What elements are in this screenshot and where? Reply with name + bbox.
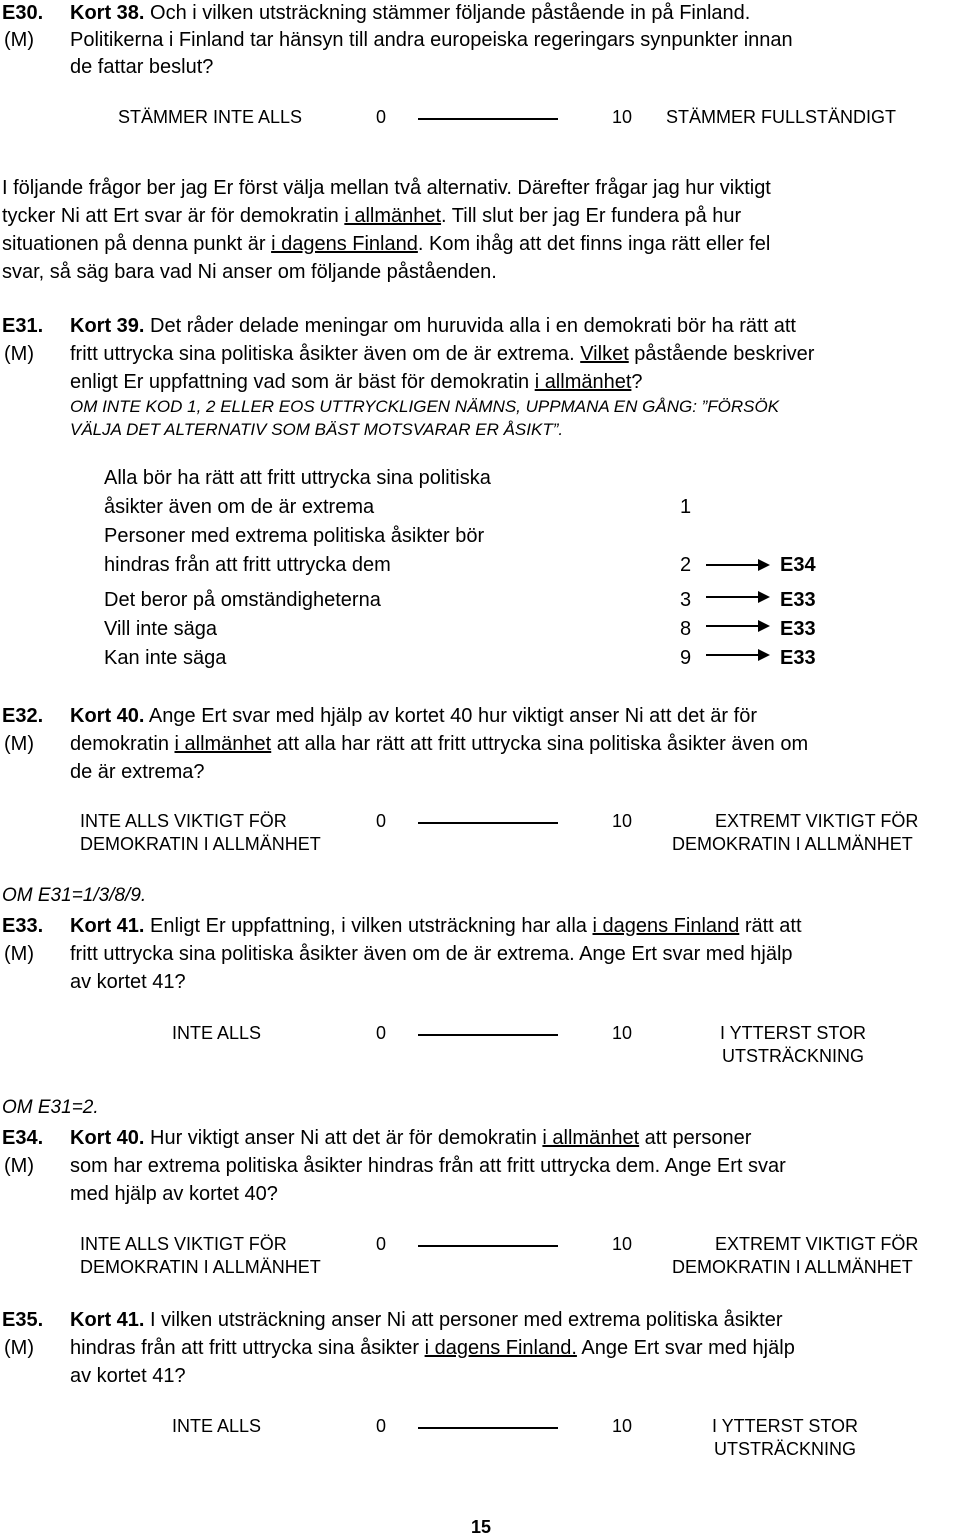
e30-line3: de fattar beslut? [70,56,214,78]
e35-scale-min: 0 [376,1416,387,1436]
e31-number: E31. [2,315,44,337]
intro-line2 [2,206,741,226]
e35-number: E35. [2,1309,44,1331]
e31-line2-underline: Vilket [580,343,629,365]
e31-option-3-code: 3 [680,589,692,611]
e32-m-label: (M) [4,733,34,755]
e35-line2-a: hindras från att fritt uttrycka sina åsikter [70,1337,425,1359]
e30-line1-rest: Och i vilken utsträckning stämmer följande påstående in på Finland. [144,2,751,24]
e31-line2 [70,344,814,364]
e34-scale-max: 10 [612,1234,633,1254]
e30-scale-max: 10 [612,107,633,127]
intro-line3-a: situationen på denna punkt är [2,233,272,255]
e32-scale-right-1: EXTREMT VIKTIGT FÖR [715,811,919,831]
intro-line3-underline: i dagens Finland [271,233,418,255]
e33-number: E33. [2,915,44,937]
e35-line2-underline: i dagens Finland. [424,1337,577,1359]
intro-line2-underline: i allmänhet [344,205,442,227]
e32-line2-underline: i allmänhet [174,733,272,755]
e32-number: E32. [2,705,44,727]
e34-line1-b: att personer [639,1127,752,1149]
e31-line2-b: påstående beskriver [628,343,815,365]
e31-line3-b: ? [631,371,643,393]
e34-scale-right-2: DEMOKRATIN I ALLMÄNHET [672,1257,913,1277]
intro-line2-a: tycker Ni att Ert svar är för demokratin [2,205,345,227]
e33-line1 [70,916,802,936]
e33-line1-a: Enligt Er uppfattning, i vilken utsträckning har alla [144,915,593,937]
e31-option-4-arrow-icon [706,625,768,627]
intro-line2-b: . Till slut ber jag Er fundera på hur [441,205,742,227]
e31-kort: Kort 39. [70,315,145,337]
e35-scale-line [418,1427,558,1429]
e35-m-label: (M) [4,1337,34,1359]
e33-line1-underline: i dagens Finland [592,915,740,937]
e32-line2-b: att alla har rätt att fritt uttrycka sina politiska åsikter även om [271,733,809,755]
e31-option-2-arrow-icon [706,564,768,566]
e34-scale-left-1: INTE ALLS VIKTIGT FÖR [80,1234,287,1254]
e31-line3-underline: i allmänhet [534,371,632,393]
e30-scale-right: STÄMMER FULLSTÄNDIGT [666,107,897,127]
e32-scale-left-1: INTE ALLS VIKTIGT FÖR [80,811,287,831]
e30-scale-line [418,118,558,120]
e30-line1 [70,3,750,23]
e32-line2 [70,734,808,754]
e34-line1-underline: i allmänhet [542,1127,640,1149]
e35-kort: Kort 41. [70,1309,145,1331]
filter-e31-2: OM E31=2. [2,1097,99,1118]
filter-e31-1389: OM E31=1/3/8/9. [2,885,147,906]
e31-option-3-goto: E33 [780,589,816,611]
e30-number: E30. [2,2,44,24]
e33-scale-right-2: UTSTRÄCKNING [722,1046,865,1066]
e33-line2: fritt uttrycka sina politiska åsikter även om de är extrema. Ange Ert svar med hjälp [70,943,793,965]
e33-scale-min: 0 [376,1023,387,1043]
e31-option-1-line2: åsikter även om de är extrema [104,496,375,518]
e34-kort: Kort 40. [70,1127,145,1149]
e33-scale-right-1: I YTTERST STOR [720,1023,867,1043]
e32-scale-min: 0 [376,811,387,831]
e35-scale-max: 10 [612,1416,633,1436]
e34-scale-min: 0 [376,1234,387,1254]
e31-option-5-arrow-icon [706,654,768,656]
e34-scale-right-1: EXTREMT VIKTIGT FÖR [715,1234,919,1254]
e30-scale-left: STÄMMER INTE ALLS [118,107,303,127]
e32-line1 [70,706,757,726]
e31-option-2-line2: hindras från att fritt uttrycka dem [104,554,391,576]
e31-option-4-code: 8 [680,618,692,640]
e34-line1-a: Hur viktigt anser Ni att det är för demokratin [144,1127,543,1149]
e32-scale-left-2: DEMOKRATIN I ALLMÄNHET [80,834,321,854]
e31-option-5-label: Kan inte säga [104,647,227,669]
e31-line1-rest: Det råder delade meningar om huruvida alla i en demokrati bör ha rätt att [144,315,796,337]
e31-option-1-line1: Alla bör ha rätt att fritt uttrycka sina politiska [104,467,491,489]
e32-scale-max: 10 [612,811,633,831]
e33-scale-left: INTE ALLS [172,1023,262,1043]
e33-m-label: (M) [4,943,34,965]
e35-line3: av kortet 41? [70,1365,186,1387]
e32-line1-rest: Ange Ert svar med hjälp av kortet 40 hur viktigt anser Ni att det är för [144,705,757,727]
intro-line4: svar, så säg bara vad Ni anser om följande påståenden. [2,261,497,283]
e35-scale-left: INTE ALLS [172,1416,262,1436]
e34-line2: som har extrema politiska åsikter hindras från att fritt uttrycka dem. Ange Ert svar [70,1155,786,1177]
e31-instruction-1: OM INTE KOD 1, 2 ELLER EOS UTTRYCKLIGEN NÄMNS, UPPMANA EN GÅNG: ”FÖRSÖK [70,397,780,416]
e31-line3-a: enligt Er uppfattning vad som är bäst för demokratin [70,371,535,393]
e30-scale-min: 0 [376,107,387,127]
e34-scale-left-2: DEMOKRATIN I ALLMÄNHET [80,1257,321,1277]
e33-scale-line [418,1034,558,1036]
e33-kort: Kort 41. [70,915,145,937]
e31-instruction-2: VÄLJA DET ALTERNATIV SOM BÄST MOTSVARAR ER ÅSIKT”. [70,420,564,439]
e35-scale-right-1: I YTTERST STOR [712,1416,859,1436]
e31-option-1-code: 1 [680,496,692,518]
e31-m-label: (M) [4,343,34,365]
intro-line1: I följande frågor ber jag Er först välja mellan två alternativ. Därefter frågar jag hur viktigt [2,177,771,199]
e33-line3: av kortet 41? [70,971,186,993]
e32-scale-right-2: DEMOKRATIN I ALLMÄNHET [672,834,913,854]
e31-line2-a: fritt uttrycka sina politiska åsikter även om de är extrema. [70,343,581,365]
e32-kort: Kort 40. [70,705,145,727]
e30-kort: Kort 38. [70,2,145,24]
e32-line3: de är extrema? [70,761,205,783]
e31-option-2-line1: Personer med extrema politiska åsikter bör [104,525,485,547]
e31-option-3-arrow-icon [706,596,768,598]
e34-line3: med hjälp av kortet 40? [70,1183,278,1205]
e30-m-label: (M) [4,29,34,51]
e34-number: E34. [2,1127,44,1149]
e35-line1 [70,1310,783,1330]
e31-option-5-code: 9 [680,647,692,669]
e34-m-label: (M) [4,1155,34,1177]
e34-scale-line [418,1245,558,1247]
page-number: 15 [471,1517,492,1537]
intro-line3-b: . Kom ihåg att det finns inga rätt eller fel [417,233,771,255]
e31-option-2-goto: E34 [780,554,816,576]
e35-line2 [70,1338,795,1358]
e32-line2-a: demokratin [70,733,175,755]
e31-line3 [70,372,643,392]
e31-option-4-goto: E33 [780,618,816,640]
e31-option-5-goto: E33 [780,647,816,669]
e31-option-4-label: Vill inte säga [104,618,218,640]
e35-scale-right-2: UTSTRÄCKNING [714,1439,857,1459]
e33-scale-max: 10 [612,1023,633,1043]
e31-option-2-code: 2 [680,554,692,576]
e35-line2-b: Ange Ert svar med hjälp [576,1337,795,1359]
e33-line1-b: rätt att [739,915,802,937]
intro-line3 [2,234,770,254]
e31-option-3-label: Det beror på omständigheterna [104,589,381,611]
e34-line1 [70,1128,751,1148]
e31-line1 [70,316,796,336]
e32-scale-line [418,822,558,824]
e35-line1-rest: I vilken utsträckning anser Ni att personer med extrema politiska åsikter [144,1309,783,1331]
e30-line2: Politikerna i Finland tar hänsyn till andra europeiska regeringars synpunkter innan [70,29,793,51]
